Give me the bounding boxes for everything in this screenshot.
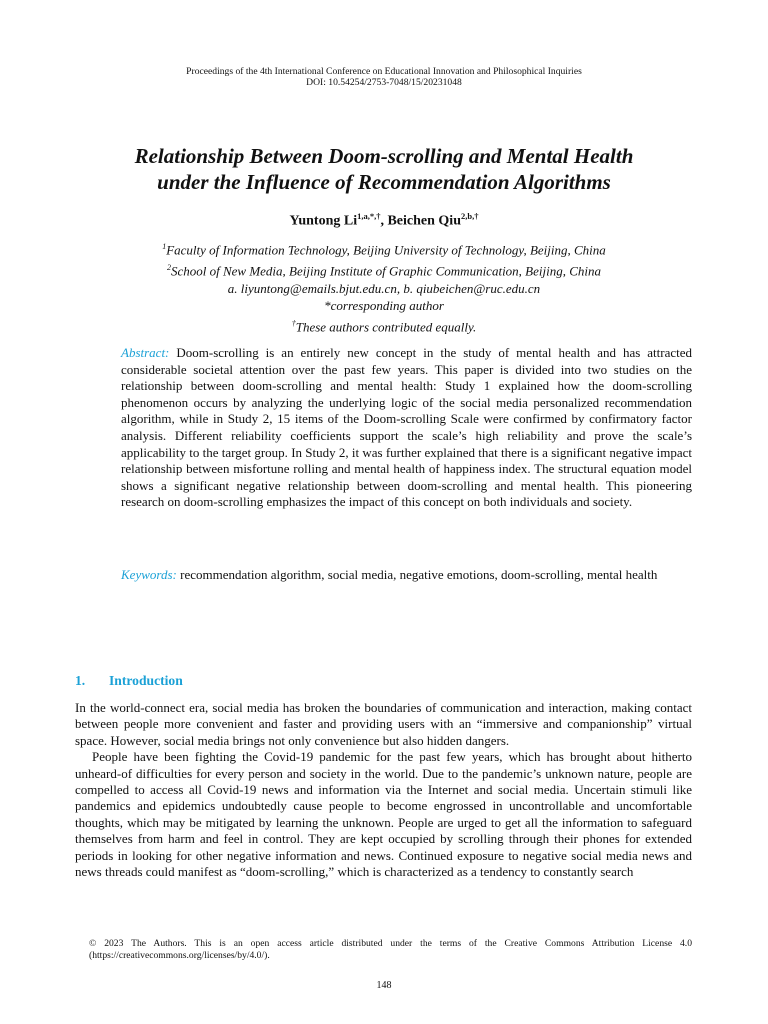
header-doi: DOI: 10.54254/2753-7048/15/20231048 — [306, 77, 462, 88]
equal-contribution-marker: † — [291, 318, 296, 328]
affiliations — [0, 238, 768, 335]
running-header — [0, 66, 768, 88]
license-footnote: © 2023 The Authors. This is an open access article distributed under the terms of the Creative Commons Attribution License 4.0 (https://creativecommons.org/licenses/by/4.0/). — [89, 938, 692, 961]
affiliation-1-text: Faculty of Information Technology, Beijing University of Technology, Beijing, China — [166, 242, 606, 258]
title-line-2: under the Influence of Recommendation Algorithms — [157, 170, 611, 194]
page-number: 148 — [376, 980, 392, 991]
keywords-text: recommendation algorithm, social media, negative emotions, doom-scrolling, mental health — [180, 567, 658, 582]
section-number: 1. — [75, 673, 86, 688]
author-separator: , — [380, 213, 388, 229]
affiliation-2-text: School of New Media, Beijing Institute of Graphic Communication, Beijing, China — [170, 263, 602, 279]
keywords-label: Keywords: — [121, 567, 177, 582]
paper-title — [40, 143, 728, 195]
section-heading-introduction — [75, 673, 183, 689]
abstract-text: Doom-scrolling is an entirely new concept in the study of mental health and has attracted considerable societal attention over the past few years. This paper is divided into two studies on the relationship between doom-scrolling and mental health: Study 1 explained how the doom-scrolling phenomenon occurs by analyzing the underlying logic of the social media personalized recommendation algorithm, while in Study 2, 15 items of the Doom-scrolling Scale were confirmed by confirmatory factor analysis. Different reliability coefficients support the scale’s high reliability and prove the scale’s applicability to the target group. In Study 2, it was further explained that there is a significant negative impact relationship between misfortune rolling and mental health of happiness index. The structural equation model shows a significant negative relationship between doom-scrolling and mental health. This pioneering research on doom-scrolling emphasizes the impact of this concept on both individuals and society. — [121, 345, 693, 510]
author-list — [0, 211, 768, 230]
author-1-name: Yuntong Li — [289, 213, 358, 229]
affiliation-1-marker: 1 — [162, 242, 167, 251]
author-2-superscript: 2,b,† — [460, 211, 479, 221]
title-line-1: Relationship Between Doom-scrolling and Mental Health — [134, 144, 634, 168]
equal-contribution-note — [0, 315, 768, 336]
author-emails: a. liyuntong@emails.bjut.edu.cn, b. qiubeichen@ruc.edu.cn — [227, 280, 541, 296]
affiliation-1 — [0, 238, 768, 259]
affiliation-2 — [0, 259, 768, 280]
corresponding-author-note: *corresponding author — [324, 298, 444, 314]
affiliation-2-marker: 2 — [166, 262, 171, 272]
abstract — [121, 345, 692, 511]
keywords — [121, 567, 692, 584]
author-2-name: Beichen Qiu — [387, 213, 461, 229]
header-proceedings: Proceedings of the 4th International Conference on Educational Innovation and Philosophical Inquiries — [186, 66, 582, 77]
equal-contribution-text: These authors contributed equally. — [295, 318, 477, 334]
author-1-superscript: 1,a,*,† — [357, 211, 381, 221]
paragraph-2: People have been fighting the Covid-19 pandemic for the past few years, which has brought about hitherto unheard-of difficulties for every person and society in the world. Due to the pandemic’s unknown nature, people are compelled to access all Covid-19 news and information via the Internet and social media. Uncertain stimuli like pandemics and epidemics undoubtedly cause people to become engrossed in uncontrollable and uncomfortable thoughts, which may be mitigated by learning the unknown. People are urged to get all the information to safeguard themselves from harm and feel in control. They are kept occupied by scrolling through their phones for extended periods in looking for other negative information and news. Continued exposure to negative social media news and news threads could manifest as “doom-scrolling,” which is characterized as a tendency to constantly search — [75, 749, 692, 880]
section-title: Introduction — [109, 673, 183, 688]
paragraph-1: In the world-connect era, social media has broken the boundaries of communication and interaction, making contact between people more convenient and faster and providing users with an “immersive and companionship” virtual space. However, social media brings not only convenience but also hidden dangers. — [75, 700, 692, 748]
introduction-body — [75, 700, 692, 880]
abstract-label: Abstract: — [121, 345, 170, 360]
